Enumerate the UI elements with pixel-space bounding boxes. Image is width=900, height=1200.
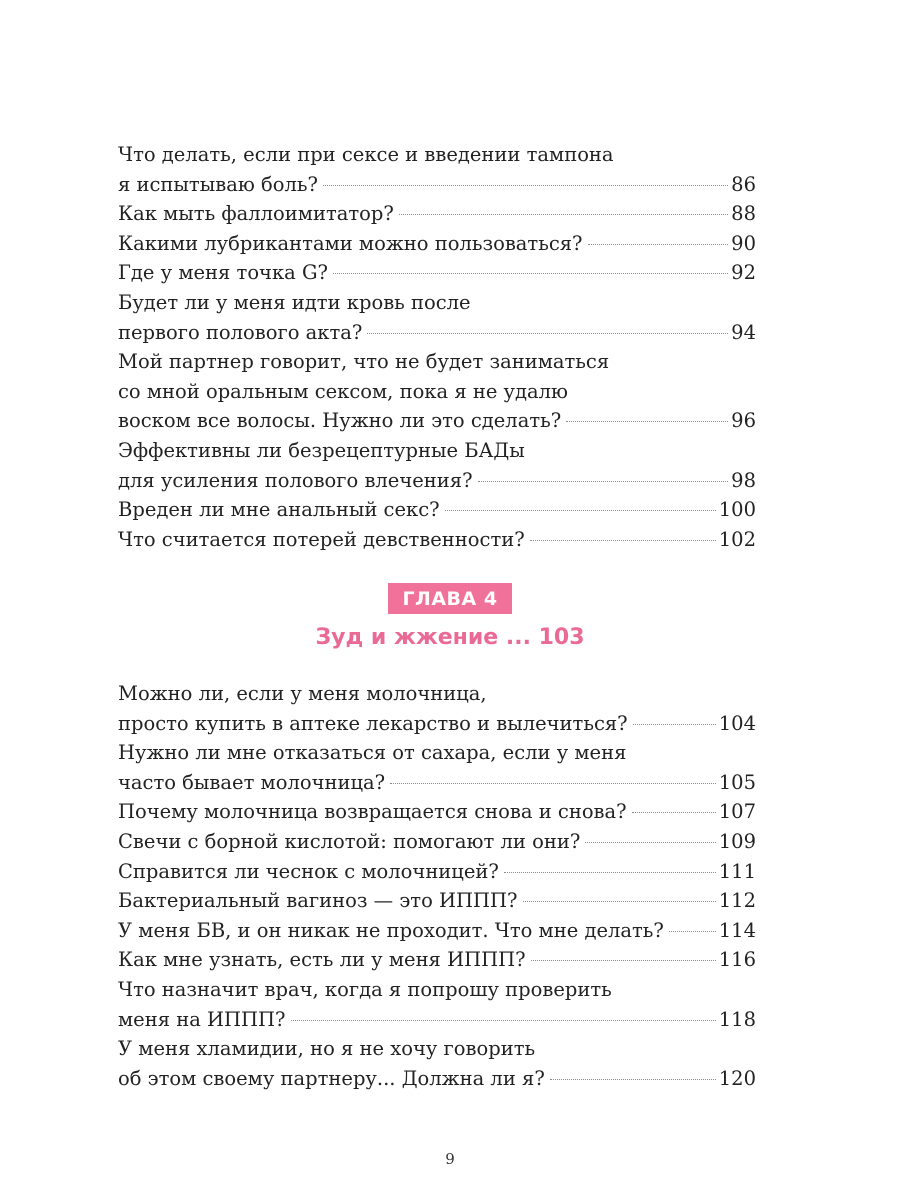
- toc-entry-last-line: [118, 827, 756, 857]
- toc-list-top: [118, 140, 756, 554]
- toc-entry-last-line: [118, 258, 756, 288]
- toc-entry-title-line: об этом своему партнеру... Должна ли я?: [118, 1066, 545, 1090]
- toc-entry-page-number: 112: [718, 889, 756, 913]
- toc-entry-page-number: 86: [731, 172, 756, 196]
- toc-entry: [118, 738, 756, 797]
- toc-entry-title-line: Будет ли у меня идти кровь после: [118, 290, 471, 314]
- toc-entry-title-line: для усиления полового влечения?: [118, 468, 473, 492]
- toc-entry-title-line: первого полового акта?: [118, 320, 363, 344]
- toc-entry-page-number: 100: [718, 498, 756, 522]
- dot-leader: [445, 510, 716, 511]
- toc-entry-page-number: 116: [718, 948, 756, 972]
- toc-entry-title-line: Что делать, если при сексе и введении тампона: [118, 143, 614, 166]
- toc-entry-page-number: 96: [731, 409, 756, 433]
- toc-entry-last-line: [118, 406, 756, 436]
- toc-entry: [118, 436, 756, 495]
- toc-entry-title-line: Где у меня точка G?: [118, 261, 328, 285]
- dot-leader: [399, 214, 728, 215]
- toc-entry-page-number: 120: [718, 1066, 756, 1090]
- toc-entry: [118, 525, 756, 555]
- dot-leader: [523, 901, 716, 902]
- toc-entry-last-line: [118, 916, 756, 946]
- toc-entry-title-line: меня на ИППП?: [118, 1007, 286, 1031]
- toc-entry-title-line: Как мыть фаллоимитатор?: [118, 202, 394, 226]
- toc-entry-title-line: я испытываю боль?: [118, 172, 318, 196]
- toc-entry-page-number: 109: [718, 829, 756, 853]
- toc-entry-title-line: со мной оральным сексом, пока я не удалю: [118, 379, 569, 403]
- dot-leader: [585, 842, 715, 843]
- dot-leader: [478, 481, 729, 482]
- toc-entry-title-line: воском все волосы. Нужно ли это сделать?: [118, 409, 562, 433]
- toc-entry-title-line: Какими лубрикантами можно пользоваться?: [118, 231, 583, 255]
- toc-entry: [118, 857, 756, 887]
- toc-entry: [118, 1034, 756, 1093]
- toc-entry: [118, 916, 756, 946]
- dot-leader: [669, 931, 716, 932]
- toc-entry-last-line: [118, 709, 756, 739]
- dot-leader: [390, 783, 716, 784]
- dot-leader: [588, 244, 729, 245]
- toc-entry-title-line: Что назначит врач, когда я попрошу проверить: [118, 977, 612, 1001]
- toc-entry: [118, 199, 756, 229]
- dot-leader: [291, 1020, 716, 1021]
- toc-entry-page-number: 98: [731, 468, 756, 492]
- dot-leader: [531, 960, 716, 961]
- toc-entry-page-number: 94: [731, 320, 756, 344]
- toc-entry-last-line: [118, 466, 756, 496]
- toc-entry-page-number: 118: [718, 1007, 756, 1031]
- toc-entry-last-line: [118, 886, 756, 916]
- dot-leader: [550, 1079, 716, 1080]
- toc-entry-title-line: У меня хламидии, но я не хочу говорить: [118, 1037, 536, 1061]
- dot-leader: [566, 421, 728, 422]
- toc-entry-title-line: Бактериальный вагиноз — это ИППП?: [118, 889, 518, 913]
- chapter-title: Зуд и жжение ... 103: [315, 625, 585, 650]
- toc-list-bottom: [118, 679, 756, 1093]
- toc-entry-last-line: [118, 1005, 756, 1035]
- toc-entry-title-line: Мой партнер говорит, что не будет заниматься: [118, 350, 610, 374]
- toc-entry-last-line: [118, 768, 756, 798]
- dot-leader: [632, 812, 716, 813]
- page-number: 9: [445, 1150, 455, 1168]
- toc-entry: [118, 229, 756, 259]
- toc-entry-page-number: 88: [731, 202, 756, 226]
- toc-entry-title-line: У меня БВ, и он никак не проходит. Что мне делать?: [118, 918, 664, 942]
- toc-entry: [118, 975, 756, 1034]
- toc-entry: [118, 140, 756, 199]
- toc-entry-last-line: [118, 945, 756, 975]
- toc-entry: [118, 347, 756, 436]
- toc-entry-page-number: 114: [718, 918, 756, 942]
- toc-entry-last-line: [118, 318, 756, 348]
- toc-entry-title-line: Нужно ли мне отказаться от сахара, если у меня: [118, 741, 627, 765]
- toc-entry-page-number: 111: [718, 859, 756, 883]
- toc-entry-last-line: [118, 229, 756, 259]
- toc-entry-title-line: часто бывает молочница?: [118, 770, 386, 794]
- toc-entry-title-line: Как мне узнать, есть ли у меня ИППП?: [118, 948, 526, 972]
- dot-leader: [323, 185, 728, 186]
- dot-leader: [633, 724, 716, 725]
- toc-entry-page-number: 104: [718, 711, 756, 735]
- dot-leader: [504, 872, 716, 873]
- toc-entry-last-line: [118, 525, 756, 555]
- toc-entry-page-number: 90: [731, 231, 756, 255]
- toc-entry-title-line: просто купить в аптеке лекарство и вылечиться?: [118, 711, 628, 735]
- toc-entry-title-line: Почему молочница возвращается снова и снова?: [118, 800, 627, 824]
- toc-entry-last-line: [118, 797, 756, 827]
- toc-entry-last-line: [118, 1064, 756, 1094]
- toc-entry: [118, 288, 756, 347]
- dot-leader: [367, 333, 728, 334]
- toc-entry-title-line: Можно ли, если у меня молочница,: [118, 682, 487, 705]
- toc-entry: [118, 797, 756, 827]
- toc-entry-last-line: [118, 857, 756, 887]
- toc-entry: [118, 495, 756, 525]
- toc-entry-title-line: Эффективны ли безрецептурные БАДы: [118, 438, 525, 462]
- toc-entry: [118, 827, 756, 857]
- toc-entry: [118, 886, 756, 916]
- toc-entry: [118, 945, 756, 975]
- dot-leader: [530, 540, 716, 541]
- chapter-label-badge: ГЛАВА 4: [388, 583, 511, 614]
- toc-entry: [118, 679, 756, 738]
- toc-entry-title-line: Что считается потерей девственности?: [118, 527, 525, 551]
- toc-entry: [118, 258, 756, 288]
- toc-entry-last-line: [118, 199, 756, 229]
- toc-entry-page-number: 92: [731, 261, 756, 285]
- toc-entry-page-number: 107: [718, 800, 756, 824]
- toc-entry-page-number: 105: [718, 770, 756, 794]
- dot-leader: [333, 273, 728, 274]
- toc-entry-page-number: 102: [718, 527, 756, 551]
- toc-entry-title-line: Вреден ли мне анальный секс?: [118, 498, 440, 522]
- toc-entry-title-line: Справится ли чеснок с молочницей?: [118, 859, 499, 883]
- toc-entry-title-line: Свечи с борной кислотой: помогают ли они?: [118, 829, 581, 853]
- toc-entry-last-line: [118, 170, 756, 200]
- toc-entry-last-line: [118, 495, 756, 525]
- chapter-heading: [0, 583, 900, 652]
